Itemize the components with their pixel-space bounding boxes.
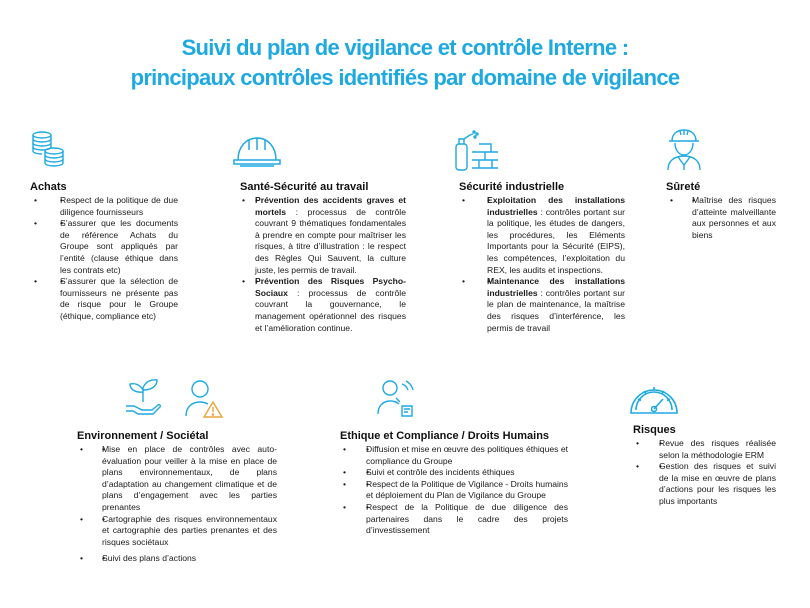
section-environnement-societal — [77, 430, 277, 565]
list-item: • • Maîtrise des risques d’atteinte malveillante aux personnes et aux biens — [666, 195, 776, 241]
security-guard-icon — [664, 127, 704, 171]
section-achats — [30, 181, 178, 323]
list-item: • • Cartographie des risques environnementaux et cartographie des parties prenantes et des risques sociétaux — [77, 514, 277, 549]
list-item: • • Respect de la Politique de Vigilance - Droits humains et déploiement du Plan de Vigilance du Groupe — [340, 479, 568, 502]
list-item: • • Diffusion et mise en œuvre des politiques éthiques et compliance du Groupe — [340, 444, 568, 467]
compliance-person-icon — [376, 378, 416, 418]
list-item: • • Respect de la politique de due diligence fournisseurs — [30, 195, 178, 218]
list-item: • • Mise en place de contrôles avec auto-évaluation pour veiller à la mise en place de plans environnementaux, de plans d’adaptation au changement climatique et de plans d’engagement avec les parties prenantes — [77, 444, 277, 514]
list-item: • • Maintenance des installations industrielles : contrôles portant sur le plan de maintenance, la maîtrise des risques d’interférence, les permis de travail — [459, 276, 625, 334]
page-title-line-1: Suivi du plan de vigilance et contrôle Interne : — [181, 35, 629, 60]
section-heading: Environnement / Sociétal — [77, 430, 209, 442]
list-item: • • Respect de la Politique de due diligence des partenaires dans le cadre des projets d’investissement — [340, 502, 568, 537]
list-item: • • S’assurer que les documents de référence Achats du Groupe sont appliqués par l’entité (clause éthique dans les contrats etc) — [30, 218, 178, 276]
section-heading: Santé-Sécurité au travail — [240, 181, 369, 193]
list-item: • • Suivi des plans d’actions — [77, 553, 277, 565]
list-item: • • Prévention des Risques Psycho-Sociaux : processus de contrôle couvrant la gouvernance, le management opérationnel des risques et l’amélioration continue. — [240, 276, 406, 334]
section-surete — [666, 181, 776, 241]
list-item: • • Revue des risques réalisée selon la méthodologie ERM — [633, 438, 776, 461]
gauge-icon — [627, 377, 681, 417]
section-heading: Sûreté — [666, 181, 701, 193]
section-risques — [633, 424, 776, 508]
list-item: • • Suivi et contrôle des incidents éthiques — [340, 467, 568, 479]
plant-hand-icon — [124, 376, 162, 416]
extinguisher-wall-icon — [452, 128, 500, 172]
list-item: • • Exploitation des installations industrielles : contrôles portant sur la politique, les études de dangers, les procédures, les Eléments Importants pour la Sécurité (EIPS), les compétences, l’exploitation du REX, les audits et inspections. — [459, 195, 625, 276]
section-sante-securite — [240, 181, 406, 334]
hard-hat-icon — [232, 130, 282, 170]
person-warning-icon — [184, 378, 224, 418]
list-item: • • Prévention des accidents graves et mortels : processus de contrôle couvrant 9 thématiques fondamentales à prendre en compte pour maîtriser les risques, à titre d’illustration : le respect des Règles Qui Sauvent, la culture juste, les permis de travail. — [240, 195, 406, 276]
coins-stack-icon — [30, 130, 66, 168]
section-heading: Ethique et Compliance / Droits Humains — [340, 430, 550, 442]
section-securite-industrielle — [459, 181, 625, 334]
section-heading: Achats — [30, 181, 67, 193]
list-item: • • S’assurer que la sélection de fournisseurs ne présente pas de risque pour le Groupe (éthique, compliance etc) — [30, 276, 178, 322]
section-heading: Sécurité industrielle — [459, 181, 565, 193]
list-item: • • Gestion des risques et suivi de la mise en œuvre de plans d’actions pour les risques les plus importants — [633, 461, 776, 507]
section-heading: Risques — [633, 424, 676, 436]
page-title-line-2: principaux contrôles identifiés par domaine de vigilance — [130, 65, 680, 90]
section-ethique-compliance — [340, 430, 568, 537]
